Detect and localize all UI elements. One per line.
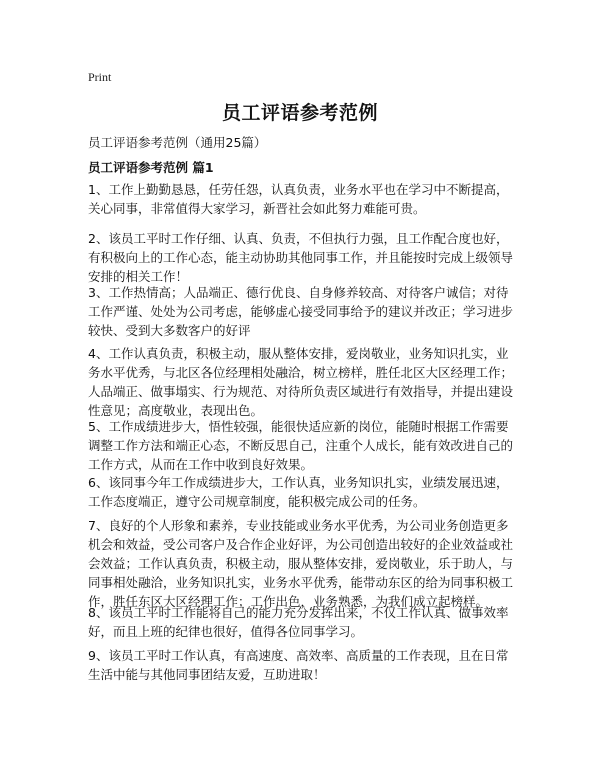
paragraph-5: 5、工作成绩进步大，悟性较强，能很快适应新的岗位，能随时根据工作需要调整工作方法和端正心态，不断反思自己，注重个人成长，能有效改进自己的工作方式，从而在工作中收到良好效果。	[88, 419, 514, 472]
paragraph-6: 6、该同事今年工作成绩进步大，工作认真，业务知识扎实，业绩发展迅速，工作态度端正，遵守公司规章制度，能积极完成公司的任务。	[88, 475, 509, 509]
page-title: 员工评语参考范例	[221, 102, 378, 124]
paragraph-9: 9、该员工平时工作认真，有高速度、高效率、高质量的工作表现，且在日常生活中能与其他同事团结友爱，互助进取！	[88, 648, 509, 682]
paragraph-3: 3、工作热情高；人品端正、德行优良、自身修养较高、对待客户诚信；对待工作严谨、处处为公司考虑，能够虚心接受同事给予的建议并改正；学习进步较快、受到大多数客户的好评	[88, 285, 514, 338]
paragraph-2: 2、该员工平时工作仔细、认真、负责，不但执行力强，且工作配合度也好，有积极向上的工作心态，能主动协助其他同事工作，并且能按时完成上级领导安排的相关工作！	[88, 231, 514, 284]
paragraph-4: 4、工作认真负责，积极主动，服从整体安排，爱岗敬业，业务知识扎实，业务水平优秀，与北区各位经理相处融洽，树立榜样，胜任北区大区经理工作；人品端正、做事塌实、行为规范、对待所负责区域进行有效指导，并提出建设性意见；高度敬业，表现出色。	[88, 346, 514, 418]
paragraph-8: 8、该员工平时工作能将自己的能力充分发挥出来，不仅工作认真、做事效率好，而且上班的纪律也很好，值得各位同事学习。	[88, 605, 509, 639]
print-link[interactable]: Print	[88, 70, 112, 84]
section-heading: 员工评语参考范例 篇1	[88, 160, 214, 175]
paragraph-1: 1、工作上勤勤恳恳，任劳任怨，认真负责，业务水平也在学习中不断提高，关心同事，非常值得大家学习，新晋社会如此努力难能可贵。	[88, 182, 509, 216]
paragraph-7: 7、良好的个人形象和素养，专业技能或业务水平优秀，为公司业务创造更多机会和效益，受公司客户及合作企业好评，为公司创造出较好的企业效益或社会效益；工作认真负责，积极主动，服从整体安排，爱岗敬业，乐于助人，与同事相处融洽，业务知识扎实，业务水平优秀，能带动东区的给为同事积极工作，胜任东区大区经理工作；工作出色，业务熟悉，为我们成立起榜样。	[88, 518, 514, 609]
subtitle: 员工评语参考范例（通用25篇）	[88, 135, 267, 150]
